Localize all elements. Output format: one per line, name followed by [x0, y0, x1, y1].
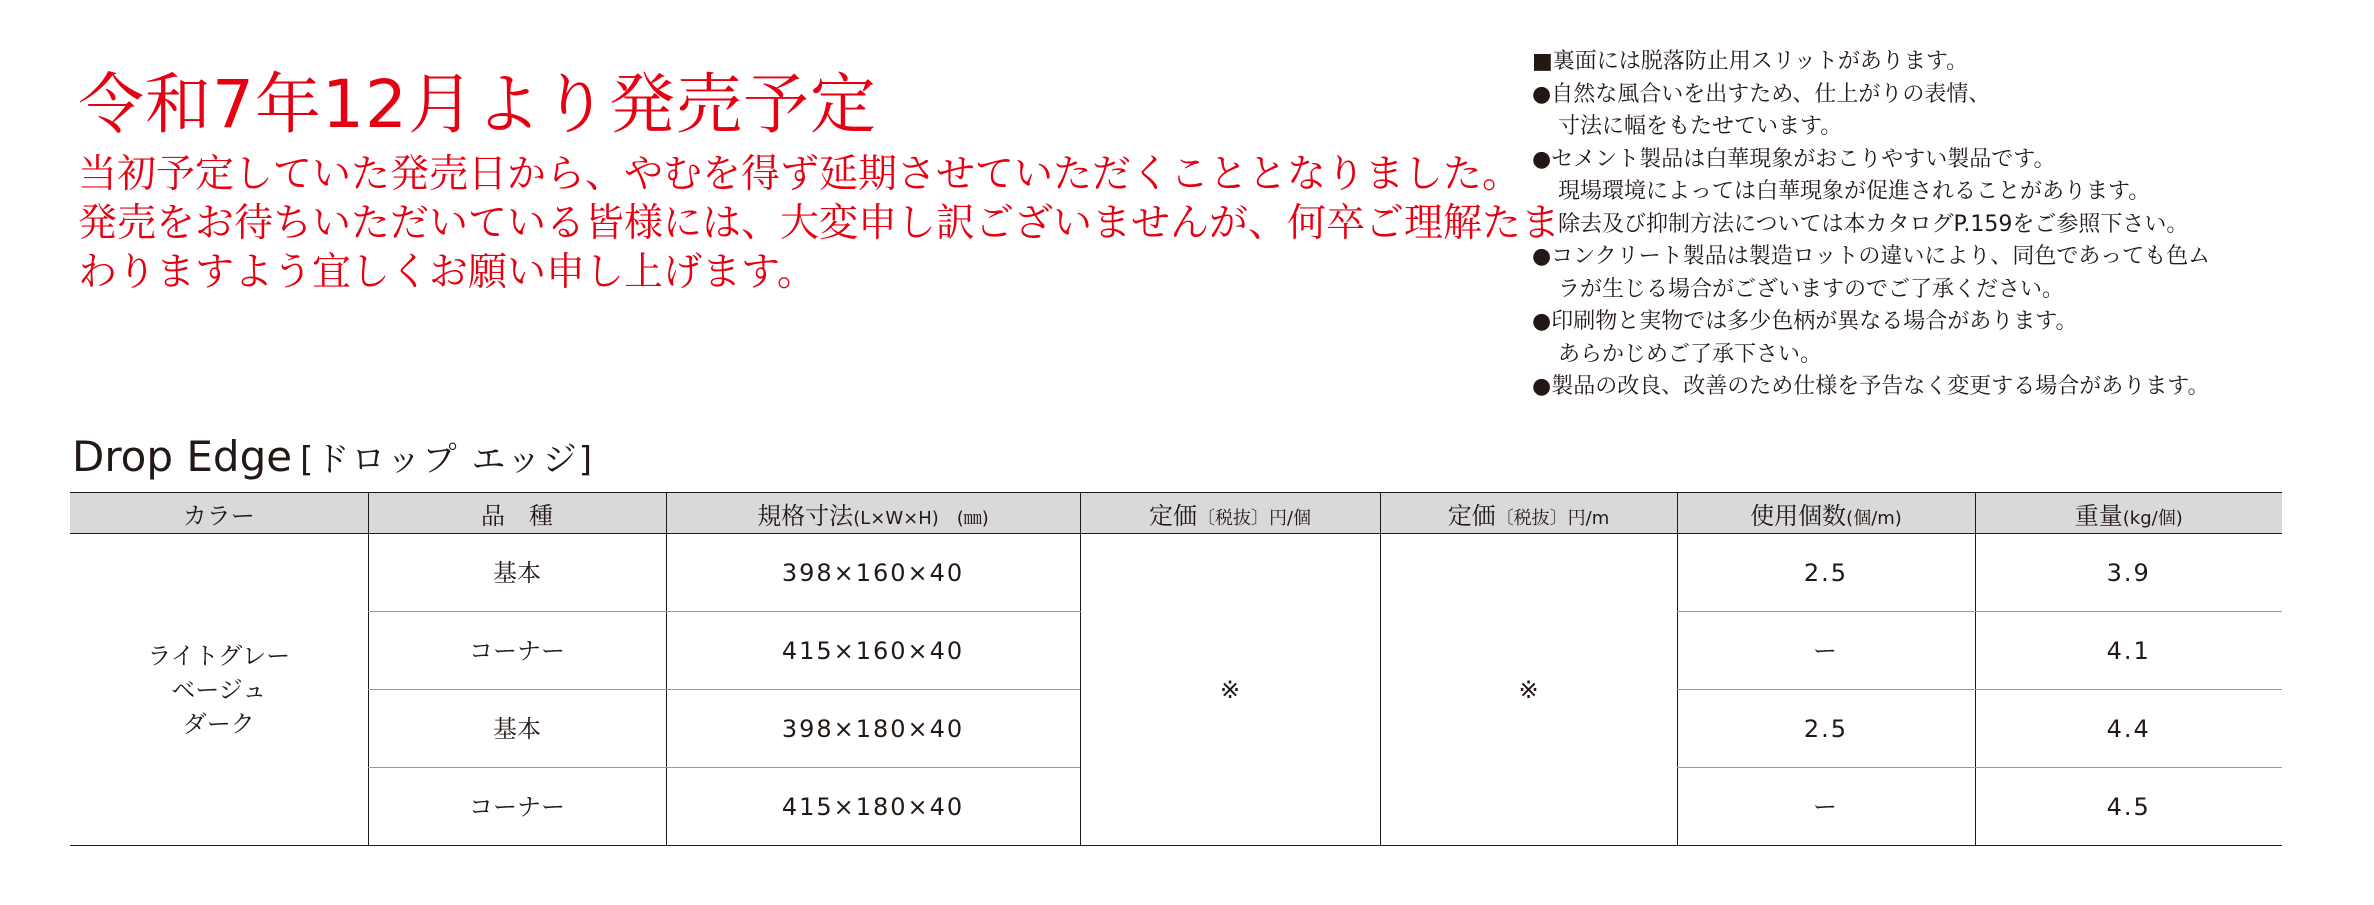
price-per-m-cell: ※: [1380, 534, 1677, 846]
apology-line: わりますよう宜しくお願い申し上げます。: [78, 250, 816, 295]
weight-cell: 4.1: [1975, 612, 2282, 690]
note-line: 寸法に幅をもたせています。: [1558, 114, 1843, 139]
release-headline: 令和7年12月より発売予定: [78, 66, 877, 143]
color-option: ライトグレー: [147, 641, 291, 670]
size-cell: 398×180×40: [666, 690, 1080, 768]
weight-cell: 4.5: [1975, 768, 2282, 846]
type-cell: 基本: [368, 534, 666, 612]
note-line: ■裏面には脱落防止用スリットがあります。: [1532, 49, 1969, 74]
product-notes: [1532, 46, 2352, 404]
type-cell: コーナー: [368, 612, 666, 690]
note-line: ●セメント製品は白華現象がおこりやすい製品です。: [1532, 146, 2056, 172]
weight-cell: 3.9: [1975, 534, 2282, 612]
count-cell: 2.5: [1677, 534, 1975, 612]
header-weight: 重量(kg/個): [1975, 493, 2282, 534]
size-cell: 398×160×40: [666, 534, 1080, 612]
weight-cell: 4.4: [1975, 690, 2282, 768]
note-line: ●印刷物と実物では多少色柄が異なる場合があります。: [1532, 309, 2078, 334]
color-option: ダーク: [182, 709, 255, 738]
note-line: 除去及び抑制方法については本カタログP.159をご参照下さい。: [1558, 211, 2189, 237]
note-line: ●コンクリート製品は製造ロットの違いにより、同色であっても色ム: [1532, 244, 2211, 269]
type-cell: コーナー: [368, 768, 666, 846]
size-cell: 415×160×40: [666, 612, 1080, 690]
price-each-cell: ※: [1080, 534, 1380, 846]
count-cell: 2.5: [1677, 690, 1975, 768]
spec-table: [70, 492, 2282, 846]
size-cell: 415×180×40: [666, 768, 1080, 846]
note-line: ●自然な風合いを出すため、仕上がりの表情、: [1532, 81, 1991, 107]
count-cell: ー: [1677, 612, 1975, 690]
table-row: [70, 534, 2282, 612]
type-cell: 基本: [368, 690, 666, 768]
apology-line: 発売をお待ちいただいている皆様には、大変申し訳ございませんが、何卒ご理解たま: [78, 201, 1561, 246]
apology-line: 当初予定していた発売日から、やむを得ず延期させていただくこととなりました。: [78, 152, 1522, 197]
note-line: あらかじめご了承下さい。: [1558, 341, 1823, 367]
header-size: 規格寸法(L×W×H) (㎜): [666, 493, 1080, 534]
color-option: ベージュ: [171, 675, 267, 704]
note-line: ラが生じる場合がございますのでご了承ください。: [1558, 276, 2065, 302]
header-color: カラー: [70, 493, 368, 534]
note-line: ●製品の改良、改善のため仕様を予告なく変更する場合があります。: [1532, 374, 2210, 399]
product-title: [72, 428, 594, 495]
header-type: 品 種: [368, 493, 666, 534]
count-cell: ー: [1677, 768, 1975, 846]
apology-message: [78, 150, 1561, 297]
color-cell: [70, 534, 368, 846]
note-line: 現場環境によっては白華現象が促進されることがあります。: [1558, 179, 2151, 204]
header-price-each: 定価〔税抜〕円/個: [1080, 493, 1380, 534]
product-name-jp: [ドロップ エッジ]: [300, 440, 595, 480]
header-count: 使用個数(個/m): [1677, 493, 1975, 534]
table-header-row: [70, 493, 2282, 534]
header-price-per-m: 定価〔税抜〕円/m: [1380, 493, 1677, 534]
product-name-en: Drop Edge: [72, 432, 293, 481]
